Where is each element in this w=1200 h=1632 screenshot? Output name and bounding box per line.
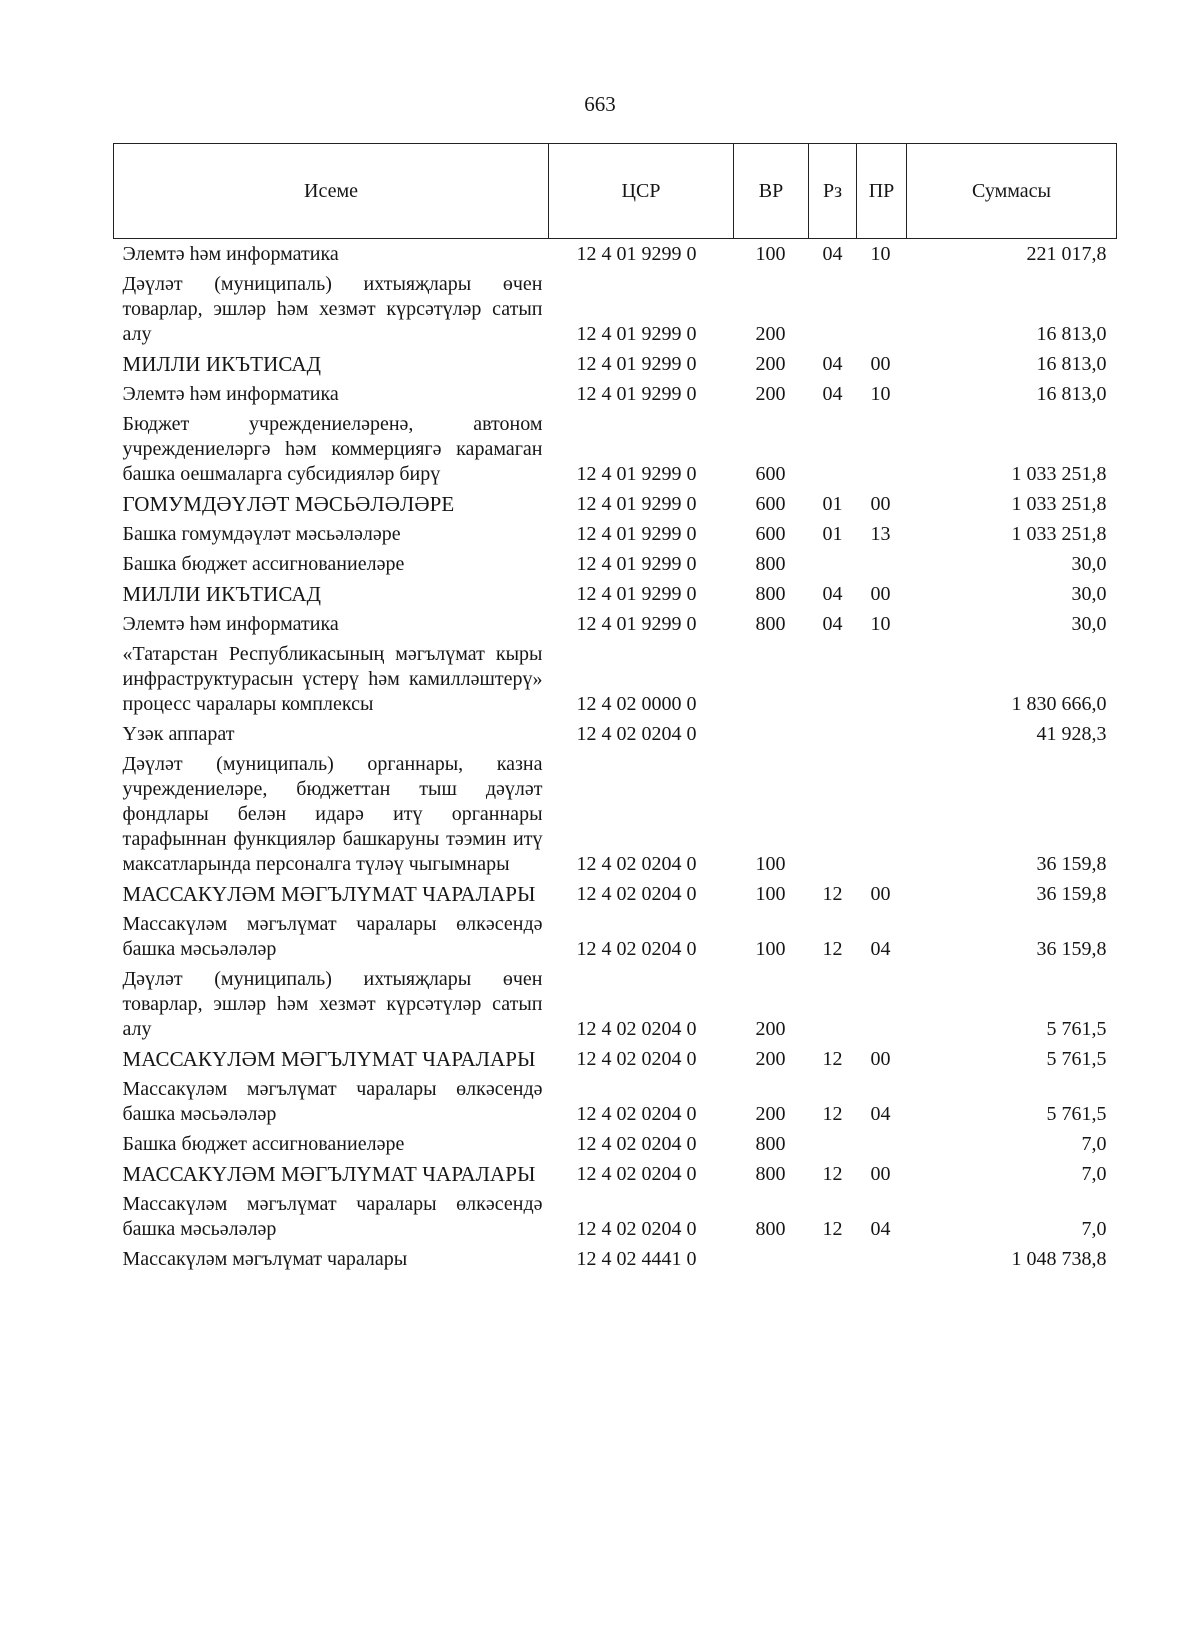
row-vr: 800 [755, 583, 786, 605]
row-name: Массакүләм мәгълүмат чаралары өлкәсендә башка мәсьәләләр [122, 1193, 543, 1240]
header-rz: Рз [809, 144, 857, 239]
row-pr [857, 407, 907, 487]
row-amount: 36 159,8 [1036, 938, 1107, 960]
row-amount: 5 761,5 [1046, 1103, 1107, 1125]
row-csr: 12 4 02 0204 0 [576, 1163, 697, 1185]
row-csr: 12 4 02 0204 0 [576, 1133, 697, 1155]
row-csr: 12 4 02 0204 0 [576, 938, 697, 960]
row-vr: 200 [755, 323, 786, 345]
row-pr: 00 [870, 883, 891, 905]
row-rz: 04 [822, 583, 843, 605]
row-vr: 200 [755, 1103, 786, 1125]
row-csr: 12 4 02 0204 0 [576, 883, 697, 905]
row-amount: 7,0 [1081, 1218, 1107, 1240]
row-rz: 12 [822, 1103, 843, 1125]
budget-table [113, 143, 1117, 1272]
row-vr [734, 1242, 809, 1272]
row-csr: 12 4 01 9299 0 [576, 583, 697, 605]
row-amount: 16 813,0 [1036, 323, 1107, 345]
row-amount: 7,0 [1081, 1163, 1107, 1185]
row-pr: 13 [870, 523, 891, 545]
row-name: Башка бюджет ассигнованиеләре [122, 553, 405, 575]
table-row [114, 239, 1117, 268]
table-row [114, 637, 1117, 717]
row-amount: 1 830 666,0 [1011, 693, 1107, 715]
header-row [114, 144, 1117, 239]
row-vr: 800 [755, 1133, 786, 1155]
row-pr: 00 [870, 583, 891, 605]
row-vr [734, 717, 809, 747]
row-name: Дәүләт (муниципаль) органнары, казна учреждениеләре, бюджеттан тыш дәүләт фондлары белән идарә итү органнары тарафыннан функцияләр башкаруны тәэмин итү максатларында персоналга түләү чыгымнары [122, 753, 543, 875]
table-row [114, 717, 1117, 747]
row-amount: 36 159,8 [1036, 883, 1107, 905]
row-csr: 12 4 02 0000 0 [576, 693, 697, 715]
row-amount: 36 159,8 [1036, 853, 1107, 875]
row-pr [857, 267, 907, 347]
row-name: МАССАКҮЛӘМ МӘГЪЛҮМАТ ЧАРАЛАРЫ [122, 1047, 536, 1071]
row-csr: 12 4 01 9299 0 [576, 383, 697, 405]
row-csr: 12 4 01 9299 0 [576, 613, 697, 635]
row-name: МАССАКҮЛӘМ МӘГЪЛҮМАТ ЧАРАЛАРЫ [122, 1162, 536, 1186]
row-pr: 00 [870, 353, 891, 375]
row-vr: 200 [755, 1048, 786, 1070]
row-pr [857, 717, 907, 747]
table-row [114, 747, 1117, 877]
row-name: Массакүләм мәгълүмат чаралары өлкәсендә башка мәсьәләләр [122, 1078, 543, 1125]
row-csr: 12 4 02 0204 0 [576, 723, 697, 745]
row-name: Дәүләт (муниципаль) ихтыяҗлары өчен товарлар, эшләр һәм хезмәт күрсәтүләр сатып алу [122, 968, 543, 1040]
row-name: Элемтә һәм информатика [122, 243, 339, 265]
row-pr: 04 [870, 1103, 891, 1125]
row-rz: 12 [822, 1048, 843, 1070]
row-name: Дәүләт (муниципаль) ихтыяҗлары өчен товарлар, эшләр һәм хезмәт күрсәтүләр сатып алу [122, 273, 543, 345]
row-csr: 12 4 01 9299 0 [576, 553, 697, 575]
row-rz [809, 717, 857, 747]
row-amount: 30,0 [1071, 613, 1107, 635]
row-rz [809, 267, 857, 347]
row-rz [809, 407, 857, 487]
row-vr: 100 [755, 938, 786, 960]
row-rz [809, 747, 857, 877]
row-pr [857, 747, 907, 877]
row-amount: 16 813,0 [1036, 353, 1107, 375]
table-row [114, 347, 1117, 377]
row-vr [734, 637, 809, 717]
row-csr: 12 4 01 9299 0 [576, 523, 697, 545]
table-row [114, 1242, 1117, 1272]
row-rz: 04 [822, 383, 843, 405]
row-rz [809, 547, 857, 577]
table-row [114, 1072, 1117, 1127]
header-name: Исеме [114, 144, 549, 239]
table-row [114, 267, 1117, 347]
row-rz: 04 [822, 353, 843, 375]
row-name: Элемтә һәм информатика [122, 383, 339, 405]
table-row [114, 1157, 1117, 1187]
row-name: Үзәк аппарат [122, 723, 235, 745]
row-pr [857, 962, 907, 1042]
row-csr: 12 4 01 9299 0 [576, 463, 697, 485]
row-amount: 5 761,5 [1046, 1018, 1107, 1040]
table-row [114, 607, 1117, 637]
row-csr: 12 4 02 4441 0 [576, 1248, 697, 1270]
row-vr: 200 [755, 1018, 786, 1040]
row-csr: 12 4 01 9299 0 [576, 493, 697, 515]
table-body [114, 239, 1117, 1273]
table-row [114, 547, 1117, 577]
row-vr: 800 [755, 613, 786, 635]
row-vr: 200 [755, 353, 786, 375]
page-number: 663 [584, 92, 616, 116]
table-row [114, 1187, 1117, 1242]
row-pr [857, 1242, 907, 1272]
row-name: Башка гомумдәүләт мәсьәләләре [122, 523, 401, 545]
header-vr: ВР [734, 144, 809, 239]
row-vr: 200 [755, 383, 786, 405]
table-row [114, 377, 1117, 407]
table-row [114, 1042, 1117, 1072]
row-amount: 30,0 [1071, 553, 1107, 575]
row-rz: 12 [822, 1218, 843, 1240]
row-csr: 12 4 01 9299 0 [576, 323, 697, 345]
row-vr: 100 [755, 243, 786, 265]
row-name: Башка бюджет ассигнованиеләре [122, 1133, 405, 1155]
table-header [114, 144, 1117, 239]
row-csr: 12 4 02 0204 0 [576, 1018, 697, 1040]
row-pr: 00 [870, 1163, 891, 1185]
row-vr: 100 [755, 883, 786, 905]
row-csr: 12 4 02 0204 0 [576, 1103, 697, 1125]
row-amount: 221 017,8 [1026, 243, 1107, 265]
row-rz: 12 [822, 1163, 843, 1185]
row-amount: 1 033 251,8 [1011, 523, 1107, 545]
header-pr: ПР [857, 144, 907, 239]
row-name: Массакүләм мәгълүмат чаралары [122, 1248, 408, 1270]
table-row [114, 1127, 1117, 1157]
row-rz: 01 [822, 493, 843, 515]
header-amount: Суммасы [907, 144, 1117, 239]
row-pr: 10 [870, 243, 891, 265]
row-csr: 12 4 02 0204 0 [576, 1218, 697, 1240]
row-csr: 12 4 01 9299 0 [576, 243, 697, 265]
row-rz: 04 [822, 243, 843, 265]
row-csr: 12 4 02 0204 0 [576, 1048, 697, 1070]
row-rz: 12 [822, 883, 843, 905]
row-rz: 01 [822, 523, 843, 545]
table-row [114, 962, 1117, 1042]
table-row [114, 407, 1117, 487]
row-vr: 600 [755, 493, 786, 515]
row-pr [857, 637, 907, 717]
row-rz [809, 962, 857, 1042]
row-rz: 12 [822, 938, 843, 960]
row-rz [809, 1127, 857, 1157]
row-rz [809, 637, 857, 717]
row-amount: 41 928,3 [1036, 723, 1107, 745]
row-name: Элемтә һәм информатика [122, 613, 339, 635]
row-amount: 1 033 251,8 [1011, 463, 1107, 485]
row-amount: 30,0 [1071, 583, 1107, 605]
row-name: Бюджет учреждениеләренә, автоном учреждениеләргә һәм коммерциягә карамаган башка оешмаларга субсидияләр бирү [122, 413, 543, 485]
header-csr: ЦСР [549, 144, 734, 239]
row-pr: 04 [870, 1218, 891, 1240]
row-csr: 12 4 02 0204 0 [576, 853, 697, 875]
row-name: МАССАКҮЛӘМ МӘГЪЛҮМАТ ЧАРАЛАРЫ [122, 882, 536, 906]
row-pr: 04 [870, 938, 891, 960]
row-csr: 12 4 01 9299 0 [576, 353, 697, 375]
table-row [114, 487, 1117, 517]
table-row [114, 577, 1117, 607]
row-name: МИЛЛИ ИКЪТИСАД [122, 582, 322, 606]
row-rz [809, 1242, 857, 1272]
row-pr: 00 [870, 493, 891, 515]
row-amount: 1 048 738,8 [1011, 1248, 1107, 1270]
row-amount: 7,0 [1081, 1133, 1107, 1155]
table-row [114, 877, 1117, 907]
row-pr [857, 1127, 907, 1157]
row-vr: 600 [755, 463, 786, 485]
row-rz: 04 [822, 613, 843, 635]
row-amount: 16 813,0 [1036, 383, 1107, 405]
row-pr: 10 [870, 383, 891, 405]
row-name: Массакүләм мәгълүмат чаралары өлкәсендә башка мәсьәләләр [122, 913, 543, 960]
table-row [114, 517, 1117, 547]
row-pr [857, 547, 907, 577]
row-amount: 1 033 251,8 [1011, 493, 1107, 515]
row-vr: 800 [755, 1218, 786, 1240]
row-vr: 800 [755, 553, 786, 575]
row-name: «Татарстан Республикасының мәгълүмат кыры инфраструктурасын үстерү һәм камилләштерү» процесс чаралары комплексы [122, 643, 543, 715]
row-vr: 600 [755, 523, 786, 545]
row-name: МИЛЛИ ИКЪТИСАД [122, 352, 322, 376]
row-vr: 800 [755, 1163, 786, 1185]
row-name: ГОМУМДӘҮЛӘТ МӘСЬӘЛӘЛӘРЕ [122, 492, 455, 516]
table-row [114, 907, 1117, 962]
row-pr: 10 [870, 613, 891, 635]
row-vr: 100 [755, 853, 786, 875]
row-pr: 00 [870, 1048, 891, 1070]
row-amount: 5 761,5 [1046, 1048, 1107, 1070]
